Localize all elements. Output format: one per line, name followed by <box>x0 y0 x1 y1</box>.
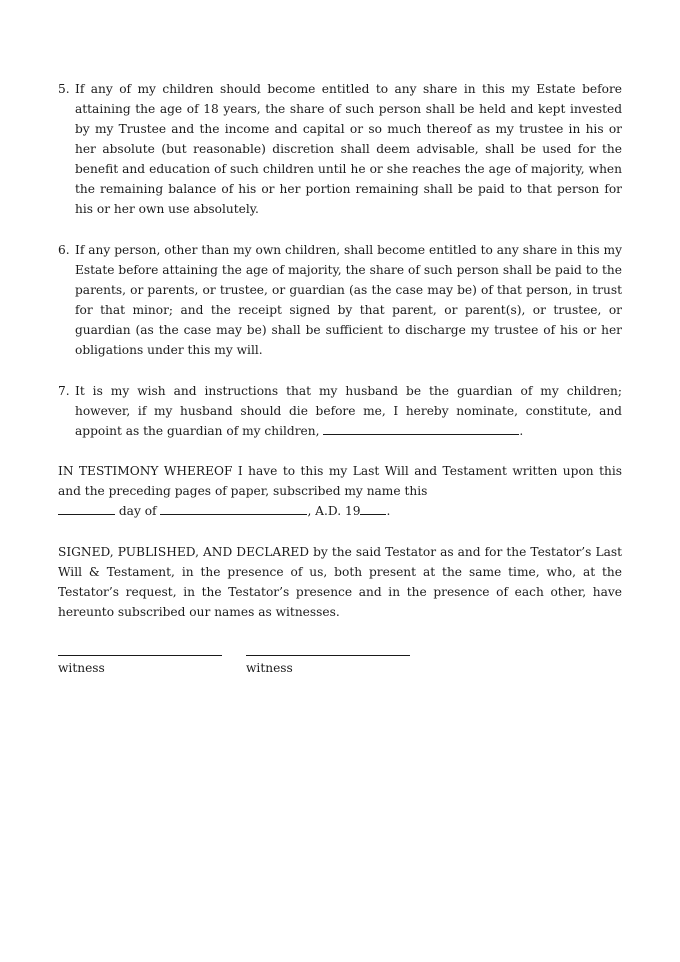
ad-label: , A.D. 19 <box>307 504 361 518</box>
day-blank[interactable] <box>58 502 115 515</box>
day-of-label: day of <box>118 504 157 518</box>
clause-number: 5. <box>58 82 70 96</box>
guardian-name-blank[interactable] <box>323 422 519 435</box>
clause-text: If any of my children should become entitled to any share in this my Estate before attaining the age of 18 years, the share of such person shall be held and kept invested by my Trustee and the income and capital or so much thereof as my trustee in his or her absolute (but reasonable) discretion shall deem advisable, shall be used for the benefit and education of such children until he or she reaches the age of majority, when the remaining balance of his or her portion remaining shall be paid to that person for his or her own use absolutely. <box>75 82 622 216</box>
signature-line[interactable] <box>246 655 410 656</box>
witness-label: witness <box>58 661 105 675</box>
witness-signature-2 <box>246 655 410 676</box>
witness-label: witness <box>246 661 293 675</box>
clause-5 <box>58 79 622 219</box>
clause-text <box>75 381 622 441</box>
clause-text: If any person, other than my own children, shall become entitled to any share in this my Estate before attaining the age of majority, the share of such person shall be paid to the parents, or parents, or trustee, or guardian (as the case may be) of that person, in trust for that minor; and the receipt signed by that parent, or parent(s), or trustee, or guardian (as the case may be) shall be sufficient to discharge my trustee of his or her obligations under this my will. <box>75 243 622 357</box>
clause-7-text: It is my wish and instructions that my husband be the guardian of my children; however, if my husband should die before me, I hereby nominate, constitute, and appoint as the guardian of my children, <box>75 384 622 438</box>
date-end: . <box>386 504 391 518</box>
testimony-paragraph: IN TESTIMONY WHEREOF I have to this my Last Will and Testament written upon this and the preceding pages of paper, subscribed my name this <box>58 464 622 498</box>
clause-7 <box>58 381 622 441</box>
testimony-date-line <box>58 501 390 521</box>
witness-signature-1 <box>58 655 222 676</box>
year-blank[interactable] <box>360 502 386 515</box>
clause-6 <box>58 240 622 360</box>
month-blank[interactable] <box>160 502 307 515</box>
clause-number: 6. <box>58 243 70 257</box>
clause-number: 7. <box>58 384 70 398</box>
signed-paragraph: SIGNED, PUBLISHED, AND DECLARED by the said Testator as and for the Testator’s Last Will & Testament, in the presence of us, both present at the same time, who, at the Testator’s request, in the Testator’s presence and in the presence of each other, have hereunto subscribed our names as witnesses. <box>58 545 622 619</box>
clause-7-suffix: . <box>519 424 524 438</box>
signature-line[interactable] <box>58 655 222 656</box>
